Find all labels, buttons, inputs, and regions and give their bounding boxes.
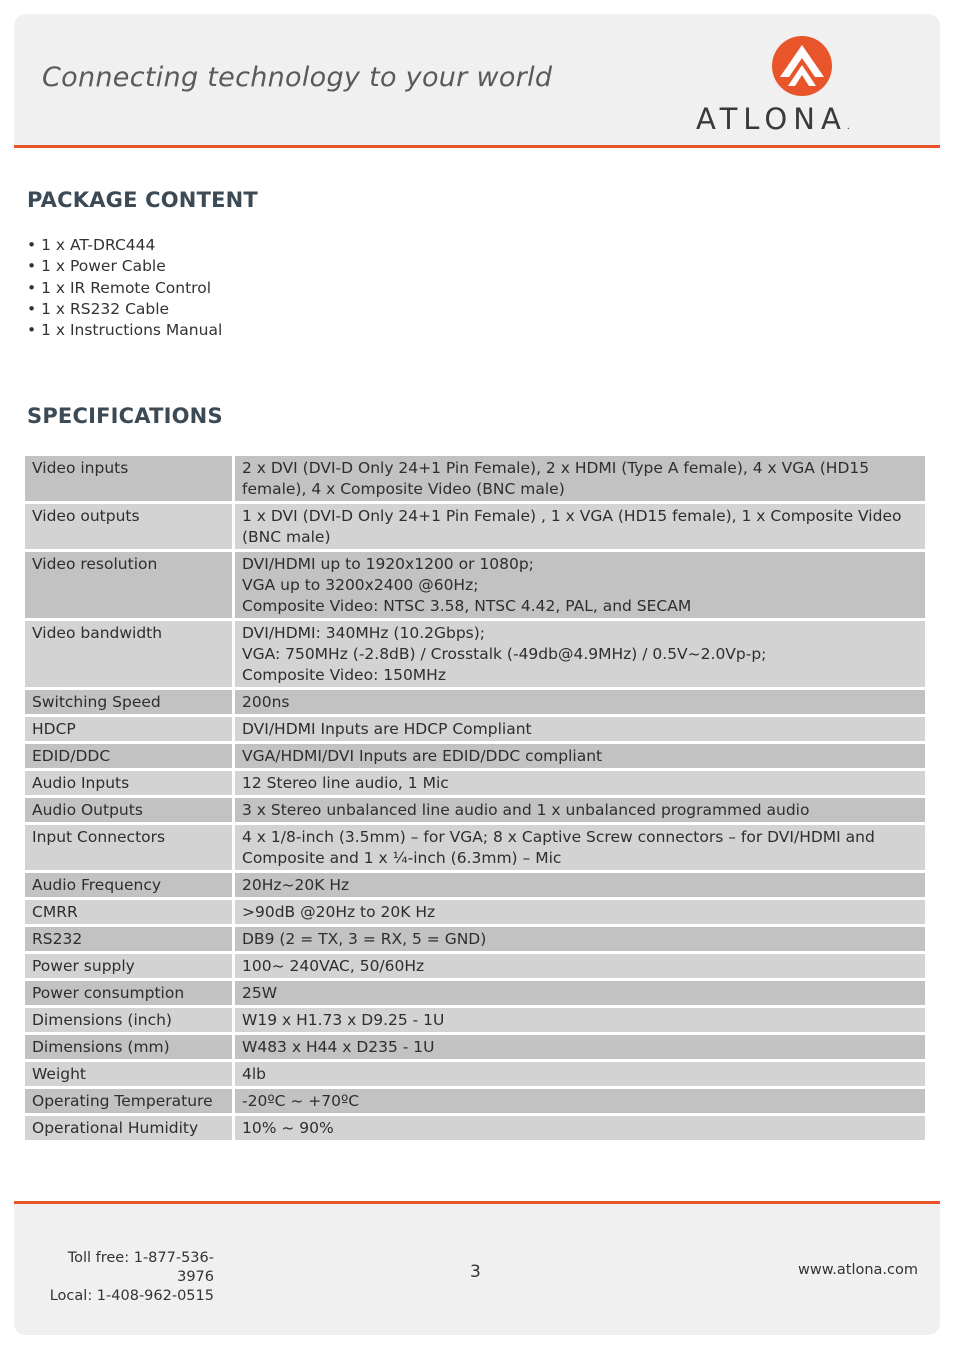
spec-value: 10% ~ 90% <box>235 1116 925 1140</box>
package-item: • 1 x Instructions Manual <box>27 320 222 341</box>
spec-row <box>25 873 925 897</box>
spec-value: 12 Stereo line audio, 1 Mic <box>235 771 925 795</box>
specifications-table <box>25 453 925 1143</box>
toll-free-number: Toll free: 1-877-536-3976 <box>67 1250 214 1285</box>
page-number: 3 <box>470 1262 481 1282</box>
spec-row <box>25 1035 925 1059</box>
package-item: • 1 x AT-DRC444 <box>27 235 222 256</box>
website-link[interactable]: www.atlona.com <box>798 1262 918 1278</box>
logo-wordmark: ATLONA. <box>696 102 850 136</box>
spec-row <box>25 744 925 768</box>
spec-value: 3 x Stereo unbalanced line audio and 1 x unbalanced programmed audio <box>235 798 925 822</box>
spec-row <box>25 456 925 501</box>
package-content-title: PACKAGE CONTENT <box>27 188 258 212</box>
spec-row <box>25 981 925 1005</box>
spec-value: VGA/HDMI/DVI Inputs are EDID/DDC compliant <box>235 744 925 768</box>
spec-label: Audio Inputs <box>25 771 235 795</box>
spec-label: Input Connectors <box>25 825 235 870</box>
spec-row <box>25 621 925 687</box>
spec-row <box>25 690 925 714</box>
spec-row <box>25 504 925 549</box>
spec-label: Audio Outputs <box>25 798 235 822</box>
atlona-logo <box>690 30 920 140</box>
spec-label: EDID/DDC <box>25 744 235 768</box>
spec-label: CMRR <box>25 900 235 924</box>
spec-value: DVI/HDMI up to 1920x1200 or 1080p; VGA up to 3200x2400 @60Hz; Composite Video: NTSC 3.58, NTSC 4.42, PAL, and SECAM <box>235 552 925 618</box>
spec-value: 4 x 1/8-inch (3.5mm) – for VGA; 8 x Captive Screw connectors – for DVI/HDMI and Composite and 1 x ¼-inch (6.3mm) – Mic <box>235 825 925 870</box>
spec-label: Video outputs <box>25 504 235 549</box>
spec-value: 1 x DVI (DVI-D Only 24+1 Pin Female) , 1 x VGA (HD15 female), 1 x Composite Video (BNC male) <box>235 504 925 549</box>
spec-value: DB9 (2 = TX, 3 = RX, 5 = GND) <box>235 927 925 951</box>
spec-row <box>25 1089 925 1113</box>
spec-row <box>25 1062 925 1086</box>
spec-label: Weight <box>25 1062 235 1086</box>
package-content-list <box>27 235 222 341</box>
contact-phone <box>36 1249 214 1306</box>
spec-label: Operating Temperature <box>25 1089 235 1113</box>
spec-row <box>25 798 925 822</box>
specifications-title: SPECIFICATIONS <box>27 404 223 428</box>
spec-label: HDCP <box>25 717 235 741</box>
spec-label: Power supply <box>25 954 235 978</box>
spec-value: 2 x DVI (DVI-D Only 24+1 Pin Female), 2 x HDMI (Type A female), 4 x VGA (HD15 female), 4 x Composite Video (BNC male) <box>235 456 925 501</box>
spec-value: 4lb <box>235 1062 925 1086</box>
spec-label: Video inputs <box>25 456 235 501</box>
spec-row <box>25 771 925 795</box>
package-item: • 1 x RS232 Cable <box>27 299 222 320</box>
spec-value: 200ns <box>235 690 925 714</box>
spec-value: 20Hz~20K Hz <box>235 873 925 897</box>
spec-label: Power consumption <box>25 981 235 1005</box>
spec-label: Video bandwidth <box>25 621 235 687</box>
spec-value: -20ºC ~ +70ºC <box>235 1089 925 1113</box>
spec-value: 100~ 240VAC, 50/60Hz <box>235 954 925 978</box>
spec-row <box>25 900 925 924</box>
package-item: • 1 x IR Remote Control <box>27 278 222 299</box>
spec-label: Switching Speed <box>25 690 235 714</box>
spec-value: DVI/HDMI: 340MHz (10.2Gbps); VGA: 750MHz (-2.8dB) / Crosstalk (-49db@4.9MHz) / 0.5V~2.0Vp-p; Composite Video: 150MHz <box>235 621 925 687</box>
spec-label: Video resolution <box>25 552 235 618</box>
spec-row <box>25 717 925 741</box>
spec-label: Operational Humidity <box>25 1116 235 1140</box>
spec-label: RS232 <box>25 927 235 951</box>
spec-label: Audio Frequency <box>25 873 235 897</box>
spec-label: Dimensions (mm) <box>25 1035 235 1059</box>
spec-row <box>25 552 925 618</box>
spec-row <box>25 825 925 870</box>
spec-value: DVI/HDMI Inputs are HDCP Compliant <box>235 717 925 741</box>
atlona-chevron-logo-icon <box>770 34 834 98</box>
spec-value: >90dB @20Hz to 20K Hz <box>235 900 925 924</box>
spec-value: W483 x H44 x D235 - 1U <box>235 1035 925 1059</box>
spec-value: W19 x H1.73 x D9.25 - 1U <box>235 1008 925 1032</box>
local-number: Local: 1-408-962-0515 <box>49 1288 214 1304</box>
spec-row <box>25 1008 925 1032</box>
spec-value: 25W <box>235 981 925 1005</box>
spec-row <box>25 1116 925 1140</box>
package-item: • 1 x Power Cable <box>27 256 222 277</box>
spec-row <box>25 927 925 951</box>
header-tagline: Connecting technology to your world <box>42 62 553 93</box>
spec-row <box>25 954 925 978</box>
header-divider <box>14 145 940 148</box>
spec-label: Dimensions (inch) <box>25 1008 235 1032</box>
